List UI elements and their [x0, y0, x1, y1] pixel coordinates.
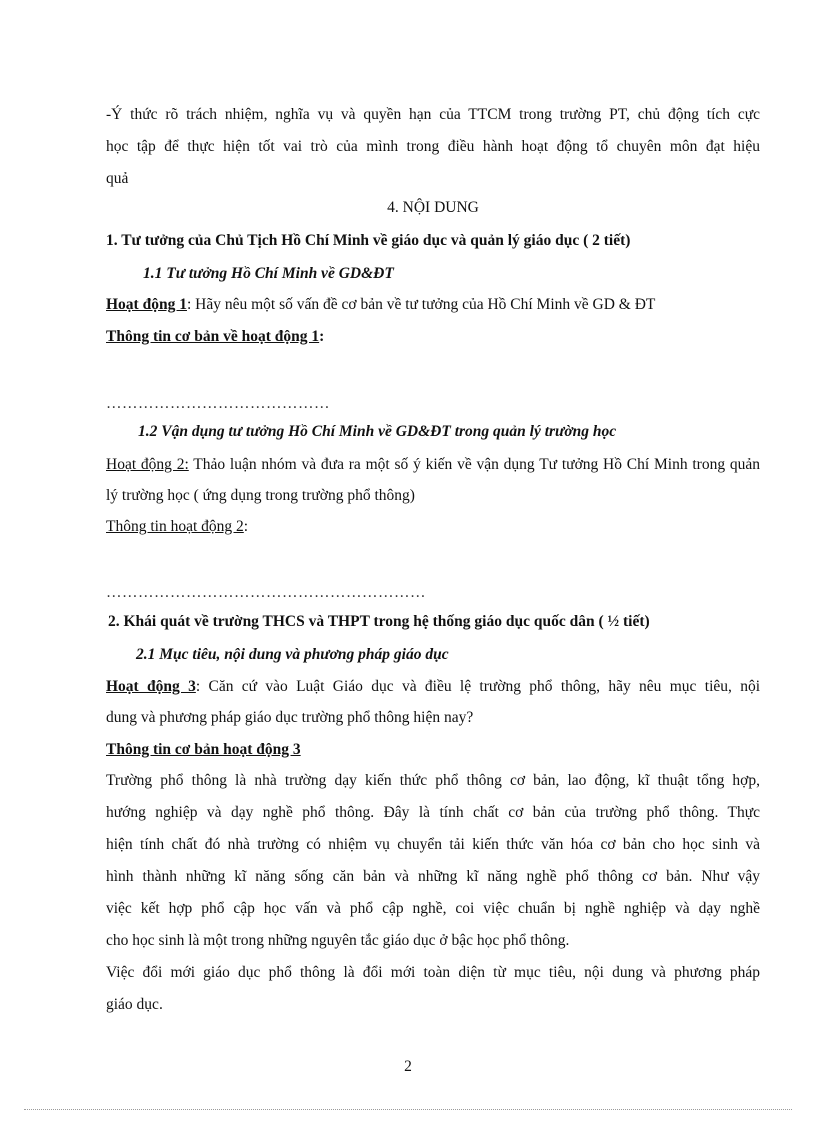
- activity-1-label: Hoạt động 1: [106, 296, 187, 313]
- dotted-placeholder-2: ……………………………………………………: [106, 584, 426, 601]
- activity-2-line-2: lý trường học ( ứng dụng trong trường phổ thông): [106, 487, 415, 504]
- activity-2-label: Hoạt động 2:: [106, 456, 189, 473]
- heading-2: 2. Khái quát về trường THCS và THPT trong hệ thống giáo dục quốc dân ( ½ tiết): [108, 613, 650, 630]
- intro-line-1: -Ý thức rõ trách nhiệm, nghĩa vụ và quyền hạn của TTCM trong trường PT, chủ động tích cực: [106, 106, 760, 123]
- section-4-heading: 4. NỘI DUNG: [387, 199, 479, 216]
- page-bottom-dotted-rule: [24, 1109, 792, 1110]
- activity-1-text: : Hãy nêu một số vấn đề cơ bản về tư tưởng của Hồ Chí Minh về GD & ĐT: [186, 296, 656, 313]
- intro-line-2: học tập để thực hiện tốt vai trò của mình trong điều hành hoạt động tổ chuyên môn đạt hiệu: [106, 138, 760, 155]
- para-1-line-1: Trường phổ thông là nhà trường dạy kiến thức phổ thông cơ bản, lao động, kĩ thuật tổng hợp,: [106, 772, 760, 789]
- para-1-line-3: hiện tính chất đó nhà trường có nhiệm vụ chuyển tải kiến thức văn hóa cơ bản cho học sinh và: [106, 836, 760, 853]
- activity-3-line-2: dung và phương pháp giáo dục trường phổ thông hiện nay?: [106, 709, 474, 726]
- para-1-line-6: cho học sinh là một trong những nguyên tắc giáo dục ở bậc học phổ thông.: [106, 932, 570, 949]
- activity-3-label: Hoạt động 3: [106, 678, 196, 695]
- intro-line-3: quả: [106, 170, 129, 187]
- info-3-label: Thông tin cơ bản hoạt động 3: [106, 741, 301, 758]
- subheading-1-1: 1.1 Tư tưởng Hồ Chí Minh về GD&ĐT: [143, 265, 394, 282]
- para-1-line-4: hình thành những kĩ năng sống căn bản và những kĩ năng nghề phổ thông cơ bản. Như vậy: [106, 868, 760, 885]
- page-number: 2: [404, 1058, 412, 1075]
- activity-2-text: Thảo luận nhóm và đưa ra một số ý kiến về vận dụng Tư tưởng Hồ Chí Minh trong quản: [188, 456, 761, 473]
- para-2-line-2: giáo dục.: [106, 996, 163, 1013]
- dotted-placeholder-1: ……………………………………: [106, 395, 330, 412]
- info-1-label: Thông tin cơ bản về hoạt động 1: [106, 328, 320, 345]
- subheading-2-1: 2.1 Mục tiêu, nội dung và phương pháp giáo dục: [136, 646, 449, 663]
- info-1-colon: :: [319, 328, 325, 345]
- section-title: [0, 198, 816, 218]
- activity-1: [106, 295, 760, 315]
- subheading-1-2: 1.2 Vận dụng tư tưởng Hồ Chí Minh về GD&ĐT trong quản lý trường học: [138, 423, 617, 440]
- heading-1: 1. Tư tưởng của Chủ Tịch Hồ Chí Minh về giáo dục và quản lý giáo dục ( 2 tiết): [106, 232, 631, 249]
- activity-3-text: : Căn cứ vào Luật Giáo dục và điều lệ trường phổ thông, hãy nêu mục tiêu, nội: [195, 678, 760, 695]
- info-2-label: Thông tin hoạt động 2: [106, 518, 244, 535]
- para-1-line-5: việc kết hợp phổ cập học vấn và phổ cập nghề, coi việc chuẩn bị nghề nghiệp và dạy nghề: [106, 900, 760, 917]
- info-2: [106, 517, 760, 537]
- para-2-line-1: Việc đổi mới giáo dục phổ thông là đổi mới toàn diện từ mục tiêu, nội dung và phương pháp: [106, 964, 760, 981]
- para-1-line-2: hướng nghiệp và dạy nghề phổ thông. Đây là tính chất cơ bản của trường phổ thông. Thực: [106, 804, 760, 821]
- activity-3: [106, 677, 760, 697]
- info-1: [106, 327, 760, 347]
- activity-2: [106, 455, 760, 475]
- info-2-colon: :: [243, 518, 249, 535]
